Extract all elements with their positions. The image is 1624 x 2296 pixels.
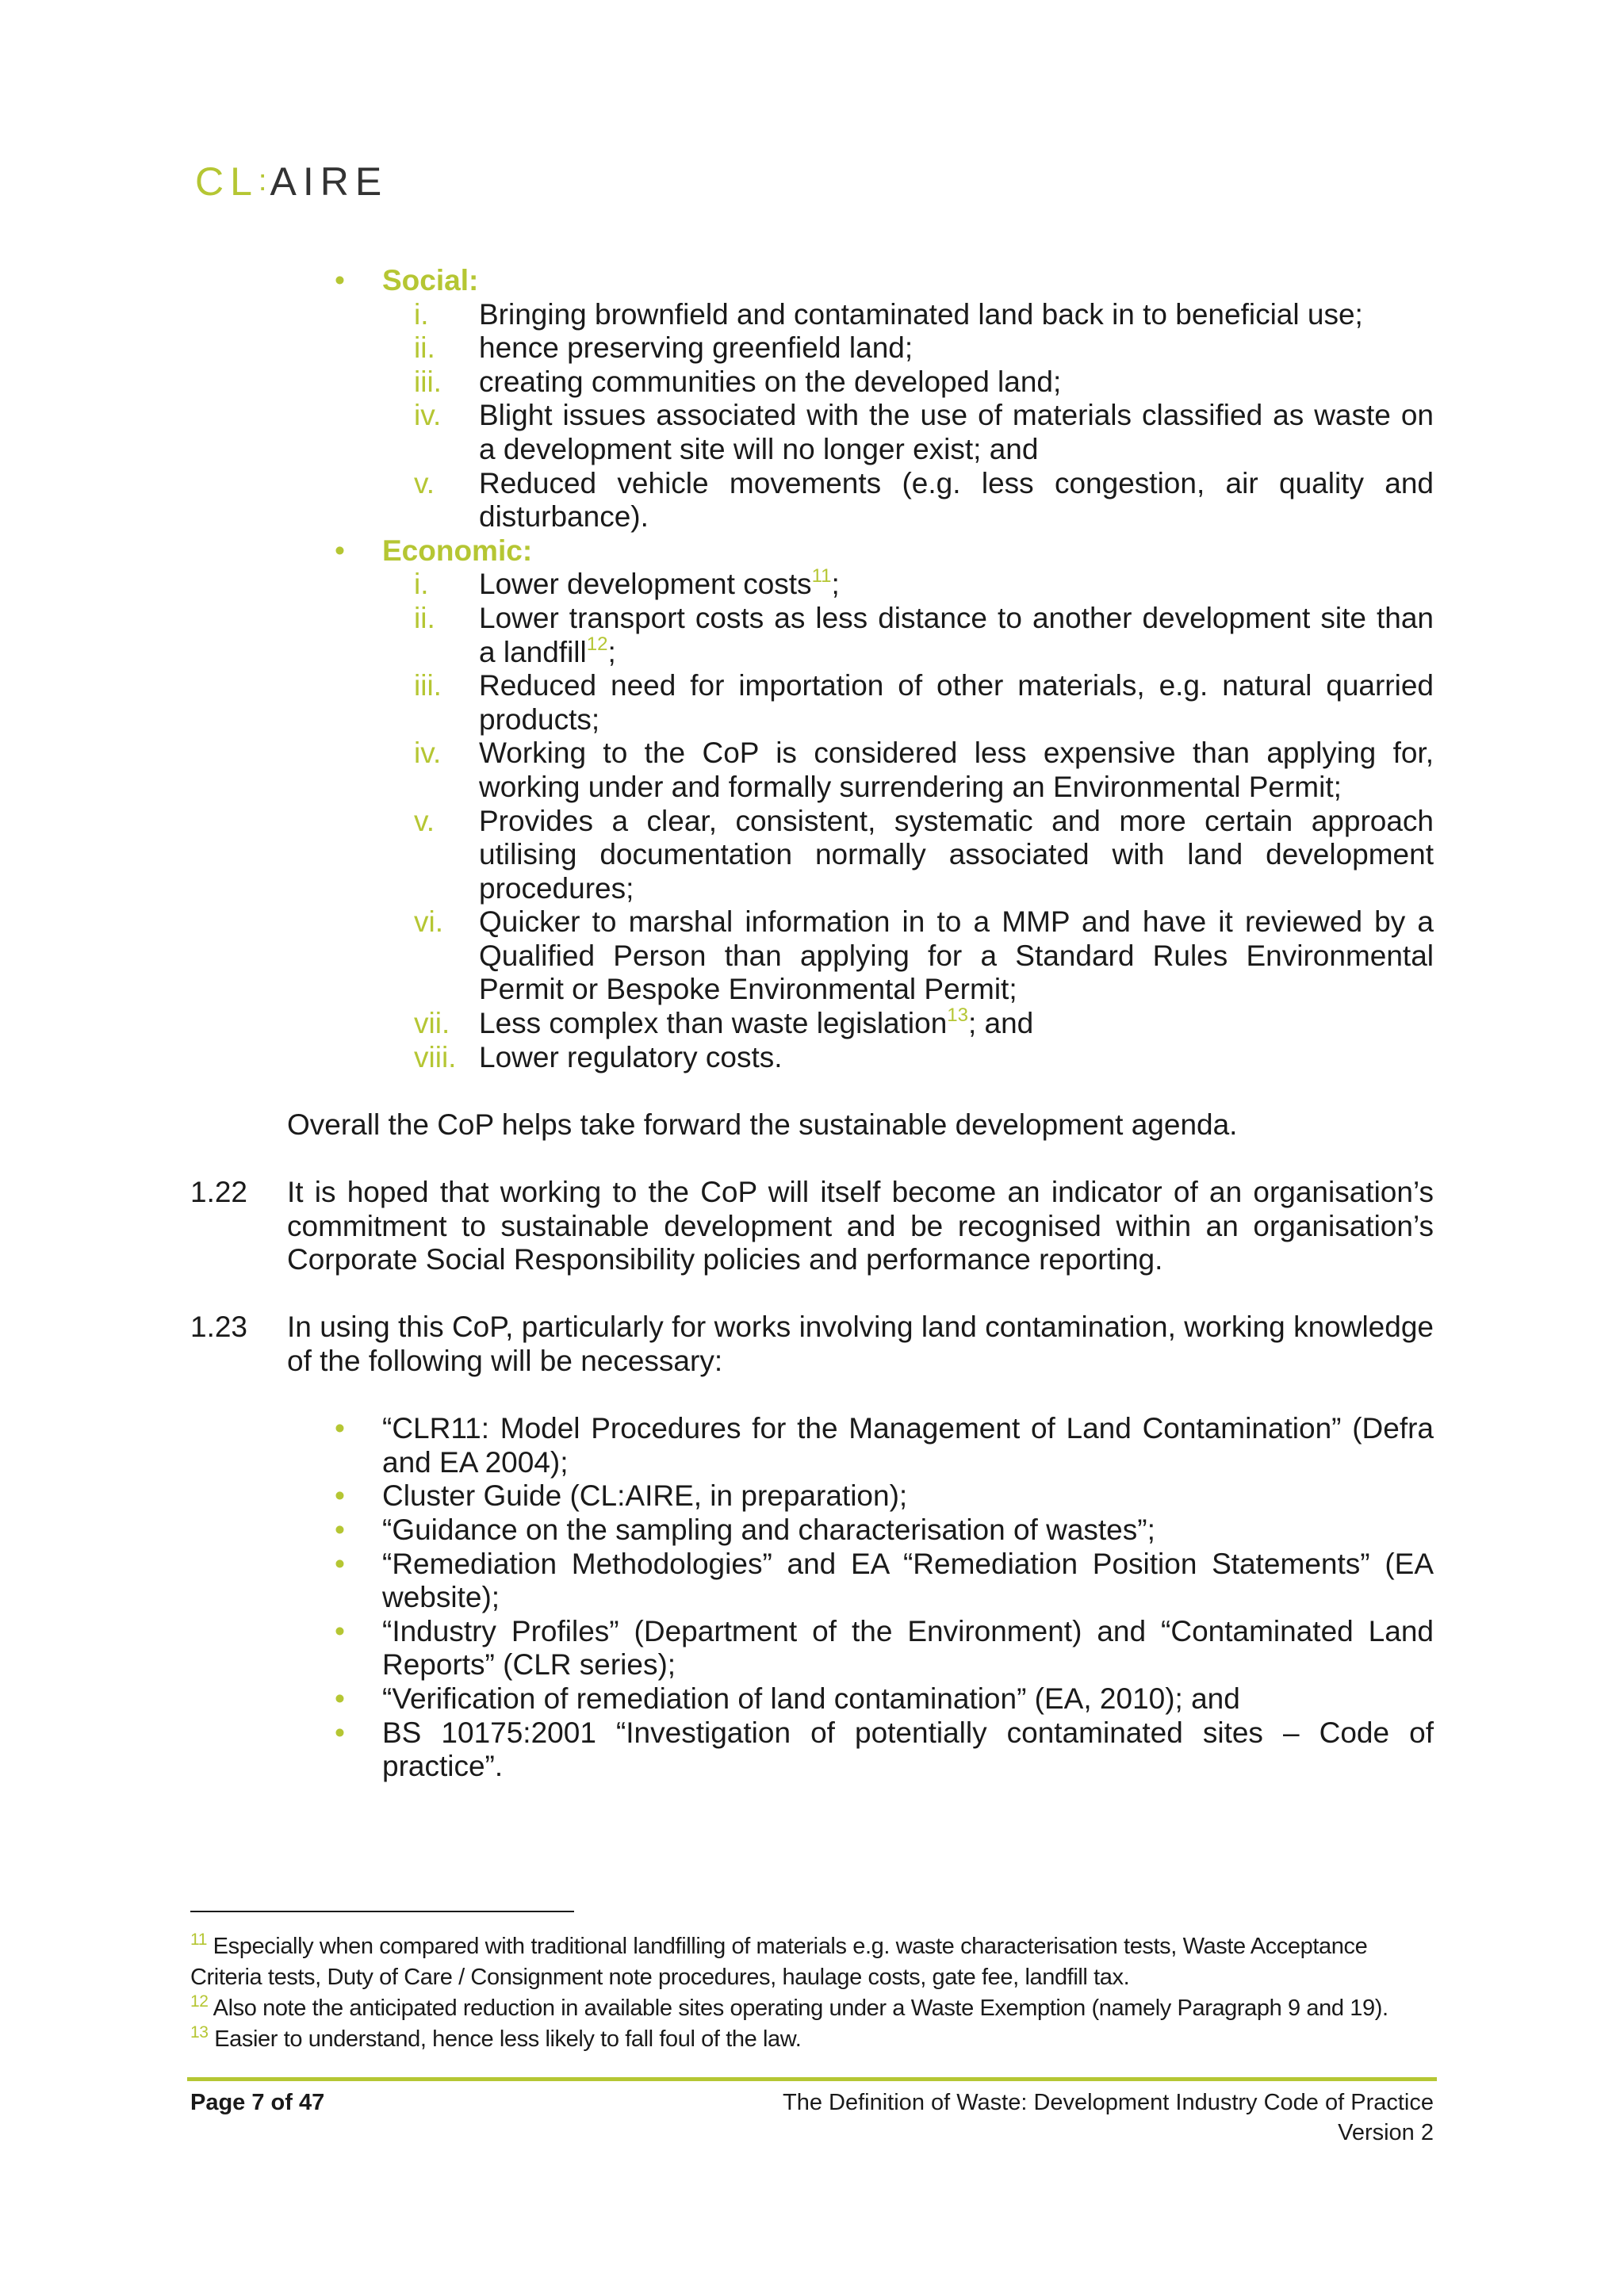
list-item: iv. Working to the CoP is considered less expensive than applying for, working under and formally surrendering an Environmental Permit; <box>414 737 1434 803</box>
bullet-icon: • <box>335 1479 345 1513</box>
list-item: vi. Quicker to marshal information in to a MMP and have it reviewed by a Qualified Person than applying for a Standard Rules Environmental Permit or Bespoke Environmental Permit; <box>414 905 1434 1006</box>
list-item: i. Bringing brownfield and contaminated land back in to beneficial use; <box>414 297 1363 331</box>
list-item: vii. Less complex than waste legislation$^{13}$; and <box>414 1004 1034 1040</box>
bullet-icon: • <box>335 1513 345 1546</box>
paragraph-number: 1.23 <box>190 1311 248 1344</box>
document-version: Version 2 <box>1338 2120 1434 2145</box>
page-number: Page 7 of 47 <box>190 2090 325 2115</box>
overall-paragraph: Overall the CoP helps take forward the sustainable development agenda. <box>287 1108 1238 1141</box>
bullet-icon: • <box>335 1682 345 1715</box>
paragraph-1-23: 1.23 In using this CoP, particularly for works involving land contamination, working knowledge of the following will be necessary: <box>190 1311 1434 1377</box>
bullet-icon: • <box>335 264 345 297</box>
list-item: iii. creating communities on the developed land; <box>414 365 1062 398</box>
footnote-divider <box>190 1911 574 1912</box>
list-item: iii. Reduced need for importation of other materials, e.g. natural quarried products; <box>414 669 1434 736</box>
list-item: • Cluster Guide (CL:AIRE, in preparation); <box>335 1479 908 1513</box>
footer-divider <box>187 2077 1437 2081</box>
list-item: • “CLR11: Model Procedures for the Management of Land Contamination” (Defra and EA 2004); <box>335 1412 1434 1479</box>
list-item: • “Remediation Methodologies” and EA “Remediation Position Statements” (EA website); <box>335 1547 1434 1614</box>
list-item: • “Industry Profiles” (Department of the Environment) and “Contaminated Land Reports” (CLR series); <box>335 1614 1434 1682</box>
footnote-ref-13[interactable]: 13 <box>947 1004 968 1027</box>
list-item: ii. hence preserving greenfield land; <box>414 331 914 365</box>
claire-logo: CL:AIRE <box>195 159 389 204</box>
list-item: i. Lower development costs$^{11}$; <box>414 565 840 601</box>
paragraph-number: 1.22 <box>190 1176 248 1209</box>
list-item: v. Reduced vehicle movements (e.g. less congestion, air quality and disturbance). <box>414 466 1434 534</box>
bullet-icon: • <box>335 1716 345 1749</box>
footnote-12: $^{12}$ Also note the anticipated reduction in available sites operating under a Waste Exemption (namely Paragraph 9 and 19). <box>190 1992 1388 2021</box>
economic-heading: • Economic: <box>335 534 533 567</box>
list-item: viii. Lower regulatory costs. <box>414 1040 783 1073</box>
footnote-ref-11[interactable]: 11 <box>811 565 832 587</box>
document-title: The Definition of Waste: Development Industry Code of Practice Version 2 <box>783 2087 1434 2148</box>
list-item: • “Guidance on the sampling and characterisation of wastes”; <box>335 1513 1155 1546</box>
paragraph-1-22: 1.22 It is hoped that working to the CoP will itself become an indicator of an organisation’s commitment to sustainable development and be recognised within an organisation’s Corporate Social Responsibility policies and performance reporting. <box>190 1176 1434 1276</box>
footnotes <box>190 1931 1434 2055</box>
bullet-icon: • <box>335 1547 345 1580</box>
footnote-ref-12[interactable]: 12 <box>586 633 608 655</box>
list-item: ii. Lower transport costs as less distance to another development site than a landfill$^{12}$; <box>414 601 1434 668</box>
list-item: v. Provides a clear, consistent, systematic and more certain approach utilising documentation normally associated with land development procedures; <box>414 804 1434 905</box>
social-heading: • Social: <box>335 264 479 297</box>
list-item: iv. Blight issues associated with the use of materials classified as waste on a development site will no longer exist; and <box>414 399 1434 465</box>
list-item: • “Verification of remediation of land contamination” (EA, 2010); and <box>335 1682 1240 1715</box>
bullet-icon: • <box>335 534 345 567</box>
bullet-icon: • <box>335 1412 345 1445</box>
list-item: • BS 10175:2001 “Investigation of potentially contaminated sites – Code of practice”. <box>335 1716 1434 1783</box>
footnote-11: $^{11}$ Especially when compared with traditional landfilling of materials e.g. waste characterisation tests, Waste Acceptance Criteria tests, Duty of Care / Consignment note procedures, haulage costs, gate fee, landfill tax. <box>190 1931 1368 1990</box>
bullet-icon: • <box>335 1614 345 1647</box>
page-body <box>190 264 1434 1784</box>
footnote-13: $^{13}$ Easier to understand, hence less likely to fall foul of the law. <box>190 2023 802 2052</box>
